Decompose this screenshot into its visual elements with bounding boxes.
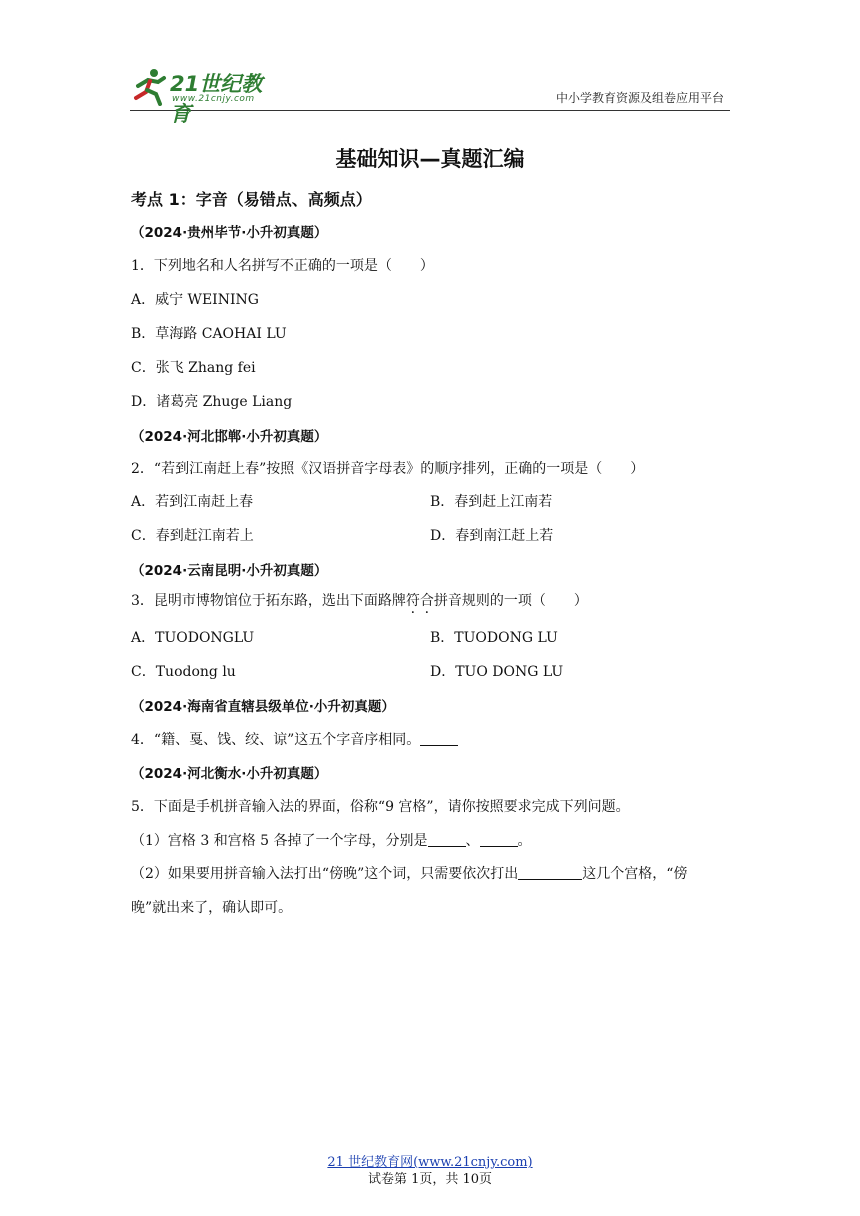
q5-sub1-text: （1）宫格 3 和宫格 5 各掉了一个字母，分别是 <box>131 833 428 849</box>
q1-stem: 1．下列地名和人名拼写不正确的一项是（ ） <box>131 258 434 274</box>
platform-label: 中小学教育资源及组卷应用平台 <box>555 91 724 105</box>
q2-option-a: A．若到江南赶上春 <box>131 494 254 510</box>
q2-option-c: C．春到赶江南若上 <box>131 528 254 544</box>
logo-text: 21世纪教育 <box>170 72 263 126</box>
q3-emphasis-char: 符 <box>405 593 420 609</box>
page-number: 试卷第 1页，共 10页 <box>367 1172 493 1187</box>
runner-icon <box>130 66 170 106</box>
q2-source: （2024·河北邯郸·小升初真题） <box>131 429 328 445</box>
q5-sub2-text: （2）如果要用拼音输入法打出“傍晚”这个词，只需要依次打出 <box>131 866 519 882</box>
q3-option-a: A．TUODONGLU <box>131 630 255 646</box>
q4-stem <box>131 729 458 749</box>
q5-sub1-separator: 、 <box>465 833 480 849</box>
q4-source: （2024·海南省直辖县级单位·小升初真题） <box>131 699 395 715</box>
answer-blank[interactable] <box>480 832 518 847</box>
q3-option-c: C．Tuodong lu <box>131 664 236 680</box>
q1-option-d: D．诸葛亮 Zhuge Liang <box>131 394 293 410</box>
page-title: 基础知识—真题汇编 <box>335 147 525 171</box>
section-heading: 考点 1：字音（易错点、高频点） <box>131 190 372 209</box>
page-header <box>130 62 730 126</box>
q5-stem: 5．下面是手机拼音输入法的界面，俗称“9 宫格”，请你按照要求完成下列问题。 <box>131 799 630 815</box>
q2-option-b: B．春到赶上江南若 <box>430 494 553 510</box>
q5-sub1-end: 。 <box>517 833 532 849</box>
logo <box>130 64 280 126</box>
q1-option-a: A．威宁 WEINING <box>131 292 259 308</box>
q3-stem-text: 拼音规则的一项（ ） <box>433 593 588 609</box>
answer-blank[interactable] <box>420 731 458 746</box>
q3-emphasis-char: 合 <box>419 593 434 609</box>
q1-source: （2024·贵州毕节·小升初真题） <box>131 225 328 241</box>
footer-link[interactable]: 21 世纪教育网(www.21cnjy.com) <box>327 1155 533 1170</box>
q5-sub2 <box>131 863 687 883</box>
q4-stem-text: 4．“籍、戛、饯、绞、谅”这五个字音序相同。 <box>131 732 421 748</box>
q5-sub2-continued: 晚”就出来了，确认即可。 <box>131 900 293 916</box>
q3-stem <box>131 590 588 610</box>
q5-sub2-text: 这几个宫格，“傍 <box>582 866 688 882</box>
answer-blank[interactable] <box>428 832 466 847</box>
logo-url: www.21cnjy.com <box>172 94 255 104</box>
q5-sub1 <box>131 830 532 850</box>
q3-stem-text: 3．昆明市博物馆位于拓东路，选出下面路牌 <box>131 593 406 609</box>
q2-option-d: D．春到南江赶上若 <box>430 528 554 544</box>
q3-option-b: B．TUODONG LU <box>430 630 558 646</box>
q5-source: （2024·河北衡水·小升初真题） <box>131 766 328 782</box>
q1-option-c: C．张飞 Zhang fei <box>131 360 256 376</box>
q3-option-d: D．TUO DONG LU <box>430 664 564 680</box>
q1-option-b: B．草海路 CAOHAI LU <box>131 326 287 342</box>
answer-blank[interactable] <box>518 865 582 880</box>
q3-source: （2024·云南昆明·小升初真题） <box>131 563 328 579</box>
q2-stem: 2．“若到江南赶上春”按照《汉语拼音字母表》的顺序排列，正确的一项是（ ） <box>131 461 645 477</box>
